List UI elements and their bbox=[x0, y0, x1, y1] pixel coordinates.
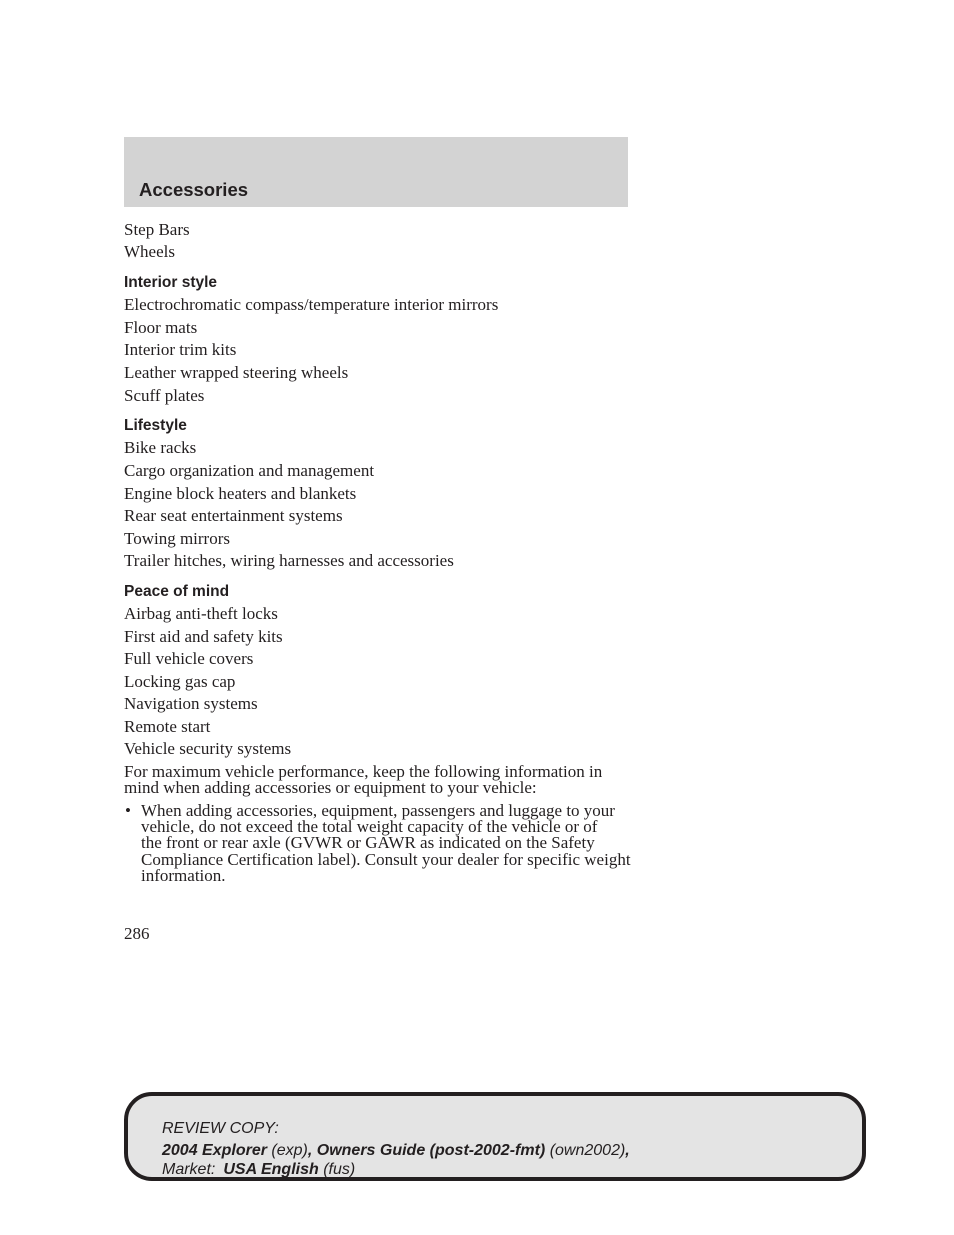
performance-note-line: mind when adding accessories or equipment to your vehicle: bbox=[124, 778, 537, 797]
list-item: Trailer hitches, wiring harnesses and accessories bbox=[124, 551, 454, 570]
document-info-line bbox=[162, 1142, 630, 1160]
page-number: 286 bbox=[124, 924, 150, 943]
bullet-text-line: information. bbox=[141, 866, 226, 885]
guide-code: (own2002) bbox=[549, 1142, 626, 1159]
list-item: Interior trim kits bbox=[124, 340, 237, 359]
market-label: Market: bbox=[162, 1161, 216, 1178]
list-item: First aid and safety kits bbox=[124, 627, 283, 646]
list-item: Engine block heaters and blankets bbox=[124, 484, 357, 503]
subheading-peace-of-mind: Peace of mind bbox=[124, 583, 230, 600]
list-item: Step Bars bbox=[124, 220, 190, 239]
list-item: Cargo organization and management bbox=[124, 461, 375, 480]
separator: , bbox=[625, 1142, 630, 1159]
list-item: Electrochromatic compass/temperature interior mirrors bbox=[124, 295, 499, 314]
bullet-text-line: When adding accessories, equipment, passengers and luggage to your bbox=[141, 801, 615, 820]
list-item: Scuff plates bbox=[124, 386, 205, 405]
list-item: Airbag anti-theft locks bbox=[124, 604, 278, 623]
subheading-lifestyle: Lifestyle bbox=[124, 417, 187, 434]
list-item: Locking gas cap bbox=[124, 672, 236, 691]
list-item: Bike racks bbox=[124, 438, 197, 457]
list-item: Navigation systems bbox=[124, 694, 258, 713]
market-line bbox=[162, 1161, 355, 1179]
bullet-text-line: the front or rear axle (GVWR or GAWR as indicated on the Safety bbox=[141, 833, 595, 852]
bullet-icon: • bbox=[125, 801, 131, 820]
section-header bbox=[124, 137, 628, 207]
list-item: Rear seat entertainment systems bbox=[124, 506, 343, 525]
list-item: Vehicle security systems bbox=[124, 739, 292, 758]
market-name: USA English bbox=[223, 1161, 319, 1178]
list-item: Full vehicle covers bbox=[124, 649, 254, 668]
section-title: Accessories bbox=[139, 179, 249, 200]
review-copy-box bbox=[124, 1092, 866, 1181]
bullet-text-line: vehicle, do not exceed the total weight capacity of the vehicle or of bbox=[141, 817, 598, 836]
performance-note-line: For maximum vehicle performance, keep the following information in bbox=[124, 762, 603, 781]
list-item: Floor mats bbox=[124, 318, 198, 337]
bullet-text-line: Compliance Certification label). Consult your dealer for specific weight bbox=[141, 850, 631, 869]
guide-name: , Owners Guide (post-2002-fmt) bbox=[307, 1142, 546, 1159]
list-item: Towing mirrors bbox=[124, 529, 230, 548]
model-code: (exp) bbox=[271, 1142, 308, 1159]
market-code: (fus) bbox=[323, 1161, 356, 1178]
subheading-interior-style: Interior style bbox=[124, 274, 218, 291]
list-item: Leather wrapped steering wheels bbox=[124, 363, 349, 382]
review-label: REVIEW COPY: bbox=[162, 1120, 279, 1137]
list-item: Remote start bbox=[124, 717, 211, 736]
list-item: Wheels bbox=[124, 242, 175, 261]
model-name: 2004 Explorer bbox=[162, 1142, 267, 1159]
